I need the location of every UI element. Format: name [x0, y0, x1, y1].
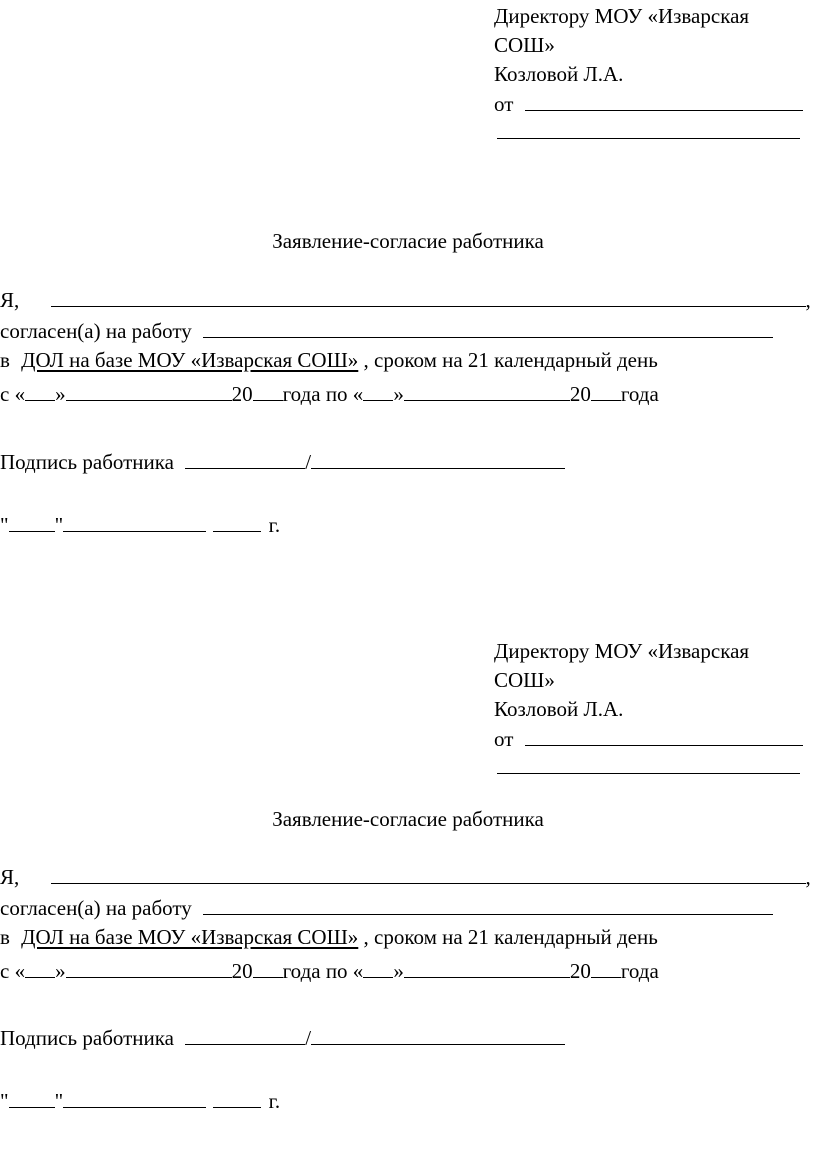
from-name-field[interactable] [525, 90, 803, 111]
i-label: Я, [0, 288, 20, 312]
signature-row [0, 1024, 565, 1050]
period-row [0, 957, 659, 983]
from-extra-row [497, 118, 800, 144]
end-year-field[interactable] [591, 957, 621, 978]
addressee-line-2: СОШ» [494, 668, 555, 692]
camp-row [0, 925, 658, 949]
start-year-field[interactable] [253, 957, 283, 978]
signature-label: Подпись работника [0, 1026, 174, 1050]
end-year-field[interactable] [591, 380, 621, 401]
year-prefix: 20 [569, 382, 591, 406]
year-label: года [620, 382, 659, 406]
year-prefix: 20 [231, 382, 253, 406]
quote-close: » [55, 959, 66, 983]
year-prefix: 20 [569, 959, 591, 983]
slash: / [305, 450, 312, 474]
date-quote-open: " [0, 513, 9, 537]
name-row [0, 863, 811, 889]
work-position-field[interactable] [203, 894, 773, 915]
from-row [494, 725, 803, 751]
agree-label: согласен(а) на работу [0, 896, 192, 920]
from-quote-open: с « [0, 382, 26, 406]
end-day-field[interactable] [363, 380, 393, 401]
slash: / [305, 1026, 312, 1050]
term-text: , сроком на 21 календарный день [363, 348, 658, 372]
signature-label: Подпись работника [0, 450, 174, 474]
quote-close: » [393, 382, 404, 406]
signature-decoding-field[interactable] [311, 1024, 565, 1045]
comma: , [805, 288, 811, 312]
from-quote-open: с « [0, 959, 26, 983]
i-label: Я, [0, 865, 20, 889]
signature-row [0, 448, 565, 474]
year-label: года [620, 959, 659, 983]
signature-field[interactable] [185, 448, 305, 469]
from-row [494, 90, 803, 116]
form-title: Заявление-согласие работника [272, 807, 544, 831]
addressee-name: Козловой Л.А. [494, 697, 624, 721]
date-row [0, 511, 280, 537]
from-extra-field[interactable] [497, 118, 800, 139]
quote-close: » [393, 959, 404, 983]
work-row [0, 317, 773, 343]
date-quote-close: " [54, 1089, 64, 1113]
date-suffix: г. [268, 513, 281, 537]
in-label: в [0, 925, 10, 949]
from-name-field[interactable] [525, 725, 803, 746]
from-extra-row [497, 753, 800, 779]
from-label: от [494, 727, 514, 751]
date-day-field[interactable] [9, 511, 55, 532]
date-row [0, 1087, 280, 1113]
comma: , [805, 865, 811, 889]
addressee-line-2: СОШ» [494, 33, 555, 57]
signature-field[interactable] [185, 1024, 305, 1045]
from-extra-field[interactable] [497, 753, 800, 774]
year-prefix: 20 [231, 959, 253, 983]
date-month-field[interactable] [63, 511, 206, 532]
camp-row [0, 348, 658, 372]
addressee-line-1: Директору МОУ «Изварская [494, 4, 750, 28]
end-month-field[interactable] [404, 380, 570, 401]
date-quote-close: " [54, 513, 64, 537]
quote-close: » [55, 382, 66, 406]
date-year-field[interactable] [213, 511, 261, 532]
addressee-line-1: Директору МОУ «Изварская [494, 639, 750, 663]
end-day-field[interactable] [363, 957, 393, 978]
work-row [0, 894, 773, 920]
end-month-field[interactable] [404, 957, 570, 978]
employee-name-field[interactable] [51, 863, 806, 884]
date-month-field[interactable] [63, 1087, 206, 1108]
employee-name-field[interactable] [51, 286, 806, 307]
period-row [0, 380, 659, 406]
start-month-field[interactable] [66, 957, 232, 978]
term-text: , сроком на 21 календарный день [363, 925, 658, 949]
addressee-name: Козловой Л.А. [494, 62, 624, 86]
in-label: в [0, 348, 10, 372]
date-suffix: г. [268, 1089, 281, 1113]
camp-name: ДОЛ на базе МОУ «Изварская СОШ» [21, 348, 359, 372]
start-month-field[interactable] [66, 380, 232, 401]
to-label: года по « [282, 959, 364, 983]
agree-label: согласен(а) на работу [0, 319, 192, 343]
date-year-field[interactable] [213, 1087, 261, 1108]
to-label: года по « [282, 382, 364, 406]
date-quote-open: " [0, 1089, 9, 1113]
work-position-field[interactable] [203, 317, 773, 338]
start-day-field[interactable] [25, 957, 55, 978]
signature-decoding-field[interactable] [311, 448, 565, 469]
name-row [0, 286, 811, 312]
camp-name: ДОЛ на базе МОУ «Изварская СОШ» [21, 925, 359, 949]
form-title: Заявление-согласие работника [272, 229, 544, 253]
start-year-field[interactable] [253, 380, 283, 401]
date-day-field[interactable] [9, 1087, 55, 1108]
start-day-field[interactable] [25, 380, 55, 401]
from-label: от [494, 92, 514, 116]
